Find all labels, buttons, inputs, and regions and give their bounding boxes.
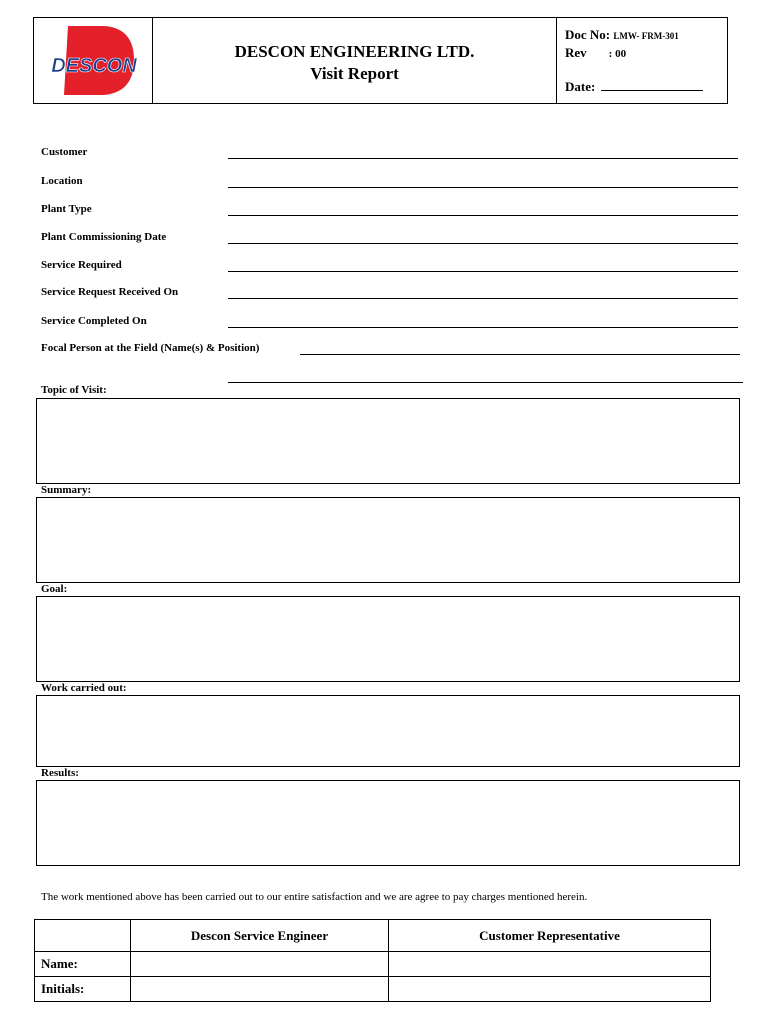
doc-no-row — [565, 27, 679, 43]
field-label-customer: Customer — [41, 146, 88, 158]
cell-engineer-initials[interactable] — [131, 977, 389, 1002]
section-box-work[interactable] — [36, 695, 740, 767]
field-label-service-completed: Service Completed On — [41, 315, 147, 327]
cell-customer-name[interactable] — [389, 952, 711, 977]
field-line-focal-person-2[interactable] — [228, 382, 743, 383]
row-label-initials: Initials: — [35, 977, 131, 1002]
doc-no-value: LMW- FRM-301 — [613, 31, 679, 41]
doc-no-label: Doc No: — [565, 27, 611, 42]
logo-text: DESCON — [51, 55, 137, 77]
signature-corner-cell — [35, 920, 131, 952]
section-label-topic: Topic of Visit: — [41, 384, 107, 396]
doc-info-cell — [557, 18, 727, 103]
signature-row-name — [35, 952, 711, 977]
section-box-summary[interactable] — [36, 497, 740, 583]
rev-row — [565, 45, 626, 61]
field-line-focal-person[interactable] — [300, 354, 740, 355]
field-line-customer[interactable] — [228, 158, 738, 159]
section-label-work: Work carried out: — [41, 682, 127, 694]
field-line-request-received[interactable] — [228, 298, 738, 299]
field-label-commissioning-date: Plant Commissioning Date — [41, 231, 167, 243]
cell-engineer-name[interactable] — [131, 952, 389, 977]
field-line-service-required[interactable] — [228, 271, 738, 272]
field-line-service-completed[interactable] — [228, 327, 738, 328]
field-line-plant-type[interactable] — [228, 215, 738, 216]
date-input-line[interactable] — [601, 78, 703, 91]
section-label-summary: Summary: — [41, 484, 92, 496]
company-name: DESCON ENGINEERING LTD. — [234, 42, 475, 61]
signature-header-row — [35, 920, 711, 952]
signature-row-initials — [35, 977, 711, 1002]
field-label-focal-person: Focal Person at the Field (Name(s) & Position) — [41, 342, 260, 354]
section-label-results: Results: — [41, 767, 79, 779]
field-label-request-received: Service Request Received On — [41, 286, 179, 298]
col-header-service-engineer: Descon Service Engineer — [131, 920, 389, 952]
satisfaction-note: The work mentioned above has been carried out to our entire satisfaction and we are agree to pay charges mentioned herein. — [41, 891, 588, 903]
date-row — [565, 78, 703, 95]
report-title: Visit Report — [310, 64, 399, 83]
rev-value: : 00 — [608, 48, 627, 60]
signature-table — [34, 919, 711, 1002]
section-box-results[interactable] — [36, 780, 740, 866]
col-header-customer-rep: Customer Representative — [389, 920, 711, 952]
descon-logo — [34, 18, 152, 103]
section-box-topic[interactable] — [36, 398, 740, 484]
field-label-plant-type: Plant Type — [41, 203, 92, 215]
field-label-service-required: Service Required — [41, 259, 122, 271]
cell-customer-initials[interactable] — [389, 977, 711, 1002]
rev-label: Rev — [565, 45, 587, 60]
field-line-location[interactable] — [228, 187, 738, 188]
field-label-location: Location — [41, 175, 83, 187]
document-header — [33, 17, 728, 104]
field-line-commissioning-date[interactable] — [228, 243, 738, 244]
logo-cell — [34, 18, 153, 103]
date-label: Date: — [565, 79, 596, 94]
row-label-name: Name: — [35, 952, 131, 977]
section-box-goal[interactable] — [36, 596, 740, 682]
title-cell — [153, 18, 557, 103]
section-label-goal: Goal: — [41, 583, 68, 595]
